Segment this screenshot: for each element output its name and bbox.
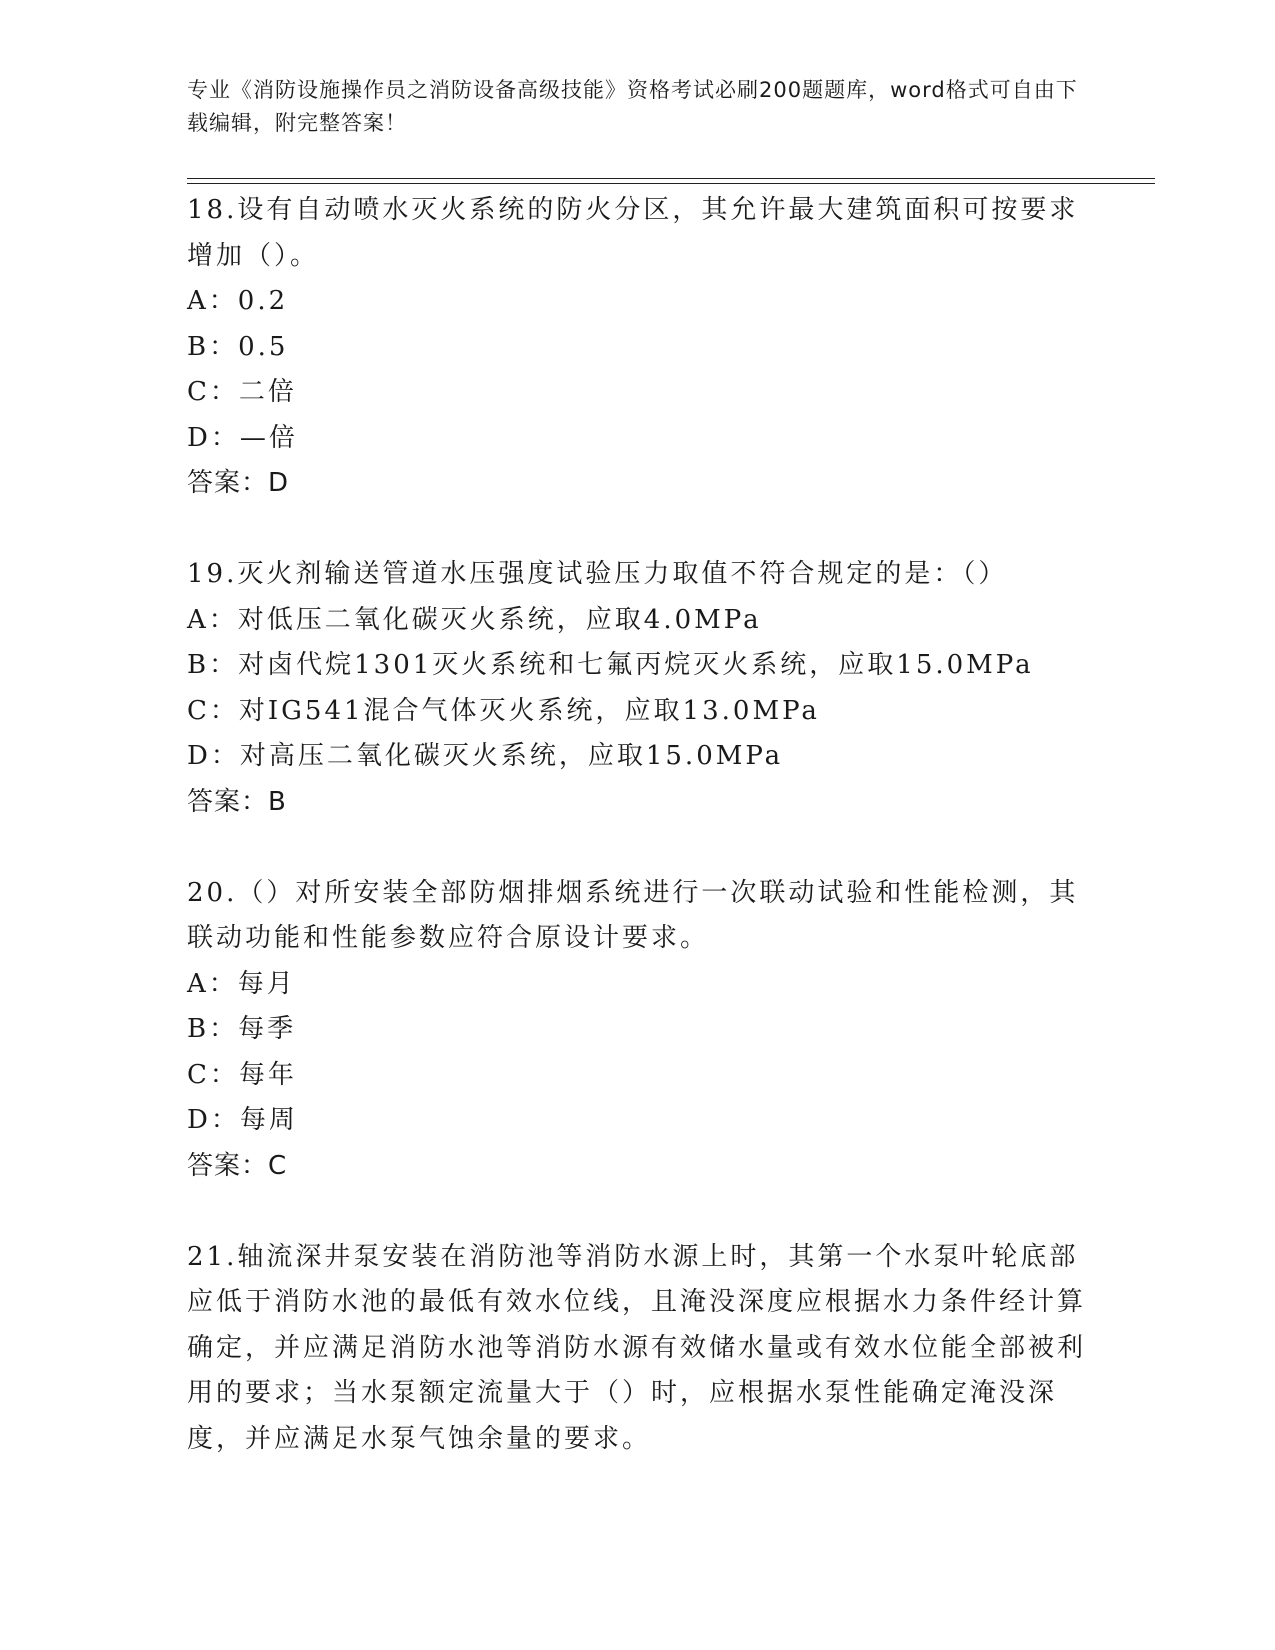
option-d: D：每周 <box>187 1105 298 1135</box>
option-a: A：0.2 <box>187 286 289 316</box>
question-stem: 18.设有自动喷水灭火系统的防火分区，其允许最大建筑面积可按要求增加（）。 <box>187 195 1079 271</box>
option-d: D：对高压二氧化碳灭火系统，应取15.0MPa <box>187 741 784 771</box>
option-b: B：0.5 <box>187 331 289 362</box>
question-18 <box>187 188 1087 507</box>
answer: 答案：D <box>187 468 290 498</box>
question-stem: 21.轴流深井泵安装在消防池等消防水源上时，其第一个水泵叶轮底部应低于消防水池的最低有效水位线，且淹没深度应根据水力条件经计算确定，并应满足消防水池等消防水源有效储水量或有效水位能全部被利用的要求；当水泵额定流量大于（）时，应根据水泵性能确定淹没深度，并应满足水泵气蚀余量的要求。 <box>187 1241 1087 1454</box>
question-19 <box>187 552 1087 825</box>
question-list <box>187 188 1087 1462</box>
option-d: D：—倍 <box>187 422 298 453</box>
answer: 答案：C <box>187 1150 288 1181</box>
document-header: 专业《消防设施操作员之消防设备高级技能》资格考试必刷200题题库，word格式可自由下载编辑，附完整答案！ <box>187 78 1078 135</box>
option-a: A：对低压二氧化碳灭火系统，应取4.0MPa <box>187 604 762 635</box>
option-a: A：每月 <box>187 968 296 999</box>
question-stem: 20.（）对所安装全部防烟排烟系统进行一次联动试验和性能检测，其联动功能和性能参数应符合原设计要求。 <box>187 877 1079 953</box>
option-c: C：每年 <box>187 1059 297 1090</box>
option-b: B：每季 <box>187 1014 297 1044</box>
header-divider-top <box>187 178 1155 179</box>
option-c: C：对IG541混合气体灭火系统，应取13.0MPa <box>187 695 820 726</box>
answer: 答案：B <box>187 786 287 817</box>
header-divider-bottom <box>187 183 1155 184</box>
question-20 <box>187 871 1087 1190</box>
option-b: B：对卤代烷1301灭火系统和七氟丙烷灭火系统，应取15.0MPa <box>187 650 1034 680</box>
question-21 <box>187 1235 1087 1463</box>
option-c: C：二倍 <box>187 377 297 407</box>
question-stem: 19.灭火剂输送管道水压强度试验压力取值不符合规定的是：（） <box>187 559 1008 589</box>
